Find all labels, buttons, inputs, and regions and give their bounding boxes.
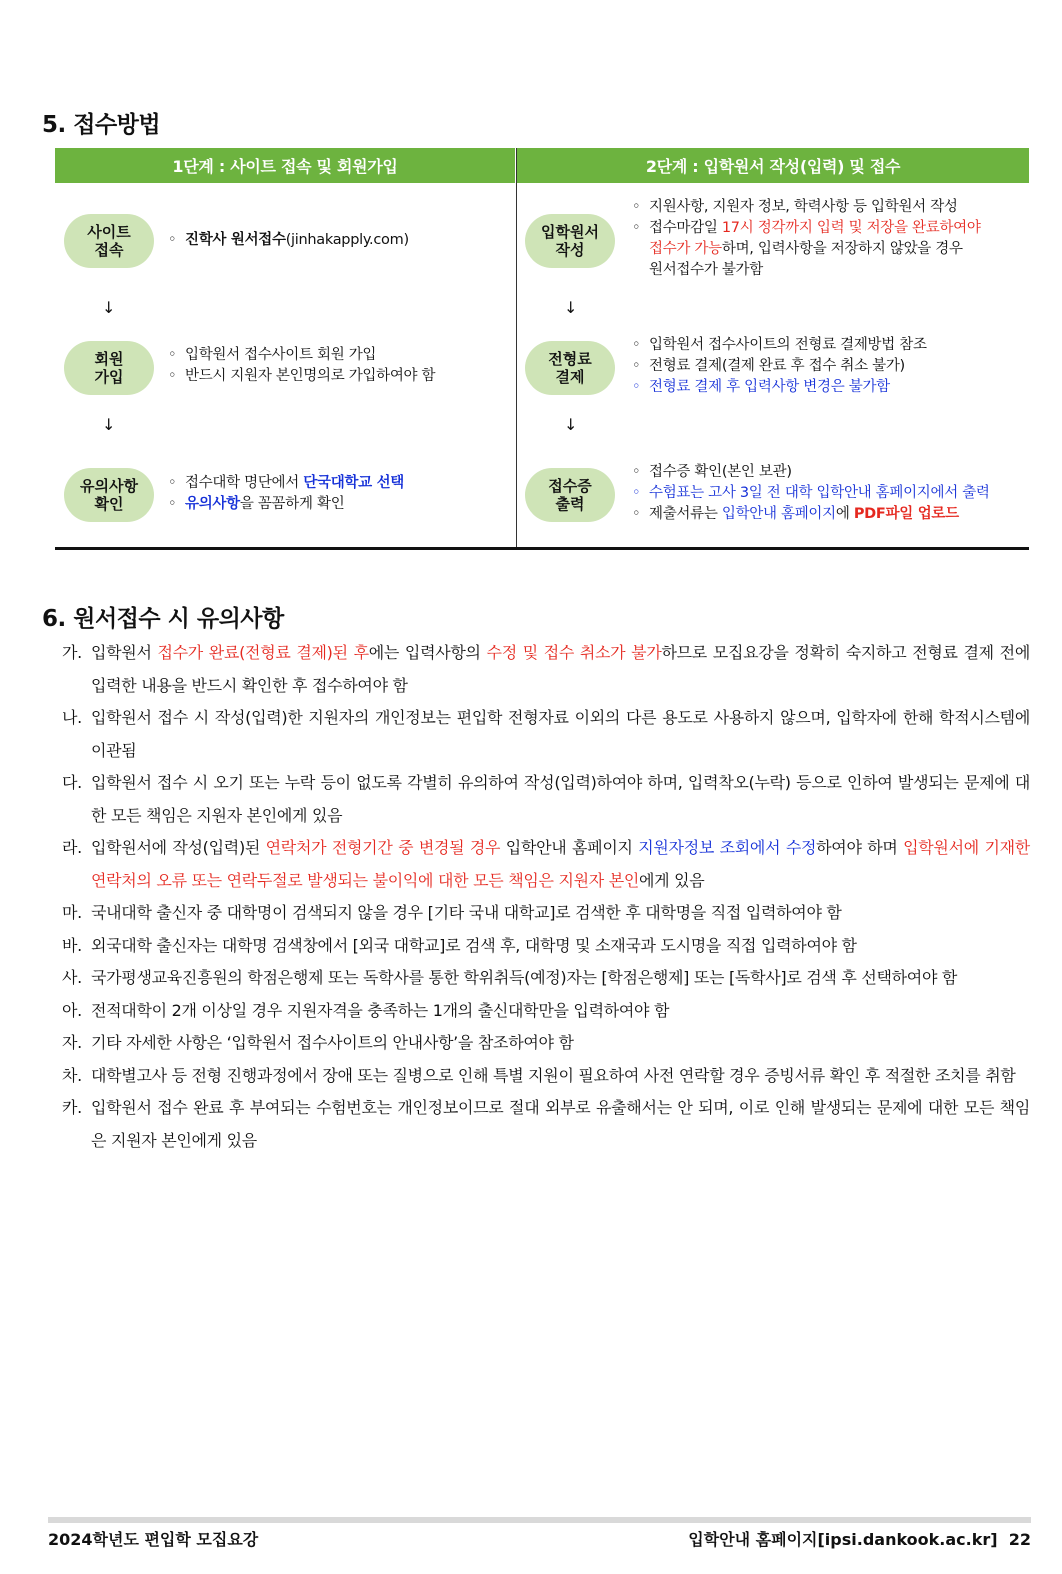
down-arrow-icon: ↓ <box>564 415 578 434</box>
footer-site <box>688 1527 1031 1550</box>
list-item: ◦ 지원사항, 지원자 정보, 학력사항 등 입학원서 작성 <box>632 197 981 218</box>
badge-line: 전형료 <box>548 350 592 368</box>
list-item: 아. 전적대학이 2개 이상일 경우 지원자격을 충족하는 1개의 출신대학만을 입력하여야 함 <box>62 1000 670 1020</box>
badge-line: 가입 <box>94 368 124 386</box>
section-title: 5. 접수방법 <box>42 112 161 138</box>
process-table <box>55 148 1029 550</box>
list-item: ◦ 접수대학 명단에서 단국대학교 선택 <box>168 473 404 494</box>
bullet-list <box>168 473 404 515</box>
badge-line: 출력 <box>555 495 585 513</box>
footer-rule <box>48 1517 1031 1523</box>
badge-line: 회원 <box>94 350 124 368</box>
list-item: ◦ 제출서류는 입학안내 홈페이지에 PDF파일 업로드 <box>632 504 990 525</box>
table-header-step1: 1단계 : 사이트 접속 및 회원가입 <box>55 148 515 183</box>
list-item: ◦ 유의사항을 꼼꼼하게 확인 <box>168 494 404 515</box>
section-title: 6. 원서접수 시 유의사항 <box>42 606 284 632</box>
badge-line: 입학원서 <box>541 223 599 241</box>
list-item: 사. 국가평생교육진흥원의 학점은행제 또는 독학사를 통한 학위취득(예정)자는 [학점은행제] 또는 [독학사]로 검색 후 선택하여야 함 <box>62 968 958 987</box>
table-bottom-rule <box>55 547 1029 550</box>
badge-line: 확인 <box>94 495 124 513</box>
page-number: 22 <box>1008 1530 1031 1549</box>
list-item: ◦ 진학사 원서접수(jinhakapply.com) <box>168 230 409 251</box>
badge-site-access <box>64 214 154 268</box>
badge-receipt-print <box>525 468 615 522</box>
badge-membership <box>64 341 154 395</box>
list-item-continued: 원서접수가 불가함 <box>649 262 763 278</box>
list-item: 마. 국내대학 출신자 중 대학명이 검색되지 않을 경우 [기타 국내 대학교]로 검색한 후 대학명을 직접 입력하여야 함 <box>62 903 842 922</box>
badge-line: 유의사항 <box>80 477 138 495</box>
badge-line: 사이트 <box>87 223 131 241</box>
notice-list <box>62 637 1030 1157</box>
table-header-step2: 2단계 : 입학원서 작성(입력) 및 접수 <box>517 148 1029 183</box>
column-divider <box>516 148 517 548</box>
list-item: 카. 입학원서 접수 완료 후 부여되는 수험번호는 개인정보이므로 절대 외부로 유출해서는 안 되며, 이로 인해 발생되는 문제에 대한 모든 책임은 지원자 본인에게 있음 <box>62 1098 1030 1150</box>
badge-fee-payment <box>525 341 615 395</box>
list-item: 다. 입학원서 접수 시 오기 또는 누락 등이 없도록 각별히 유의하여 작성(입력)하여야 하며, 입력착오(누락) 등으로 인하여 발생되는 문제에 대한 모든 책임은 지원자 본인에게 있음 <box>62 773 1030 825</box>
list-item: 자. 기타 자세한 사항은 ‘입학원서 접수사이트의 안내사항’을 참조하여야 함 <box>62 1033 574 1052</box>
bullet-list <box>632 335 927 398</box>
badge-line: 결제 <box>555 368 585 386</box>
badge-application-write <box>525 214 615 268</box>
list-item: ◦ 접수마감일 17시 정각까지 입력 및 저장을 완료하여야 <box>632 218 981 239</box>
footer-title: 2024학년도 편입학 모집요강 <box>48 1530 259 1549</box>
list-item: 가. 입학원서 접수가 완료(전형료 결제)된 후에는 입력사항의 수정 및 접수 취소가 불가하므로 모집요강을 정확히 숙지하고 전형료 결제 전에 입력한 내용을 반드시 확인한 후 접수하여야 함 <box>62 643 1030 695</box>
footer-homepage: 입학안내 홈페이지[ipsi.dankook.ac.kr] <box>688 1530 998 1549</box>
list-item-continued: 접수가 가능하며, 입력사항을 저장하지 않았을 경우 <box>649 241 963 257</box>
list-item: 차. 대학별고사 등 전형 진행과정에서 장애 또는 질병으로 인해 특별 지원이 필요하여 사전 연락할 경우 증빙서류 확인 후 적절한 조치를 취함 <box>62 1065 1016 1085</box>
list-item: 나. 입학원서 접수 시 작성(입력)한 지원자의 개인정보는 편입학 전형자료 이외의 다른 용도로 사용하지 않으며, 입학자에 한해 학적시스템에 이관됨 <box>62 708 1030 760</box>
list-item: ◦ 입학원서 접수사이트의 전형료 결제방법 참조 <box>632 335 927 356</box>
badge-line: 접수증 <box>548 477 592 495</box>
list-item: ◦ 수험표는 고사 3일 전 대학 입학안내 홈페이지에서 출력 <box>632 483 990 504</box>
down-arrow-icon: ↓ <box>102 298 116 317</box>
list-item: ◦ 전형료 결제(결제 완료 후 접수 취소 불가) <box>632 356 927 377</box>
bullet-list <box>168 345 435 387</box>
down-arrow-icon: ↓ <box>102 415 116 434</box>
list-item: ◦ 전형료 결제 후 입력사항 변경은 불가함 <box>632 377 927 398</box>
bullet-list <box>168 230 409 251</box>
list-item: 라. 입학원서에 작성(입력)된 연락처가 전형기간 중 변경될 경우 입학안내 홈페이지 지원자정보 조회에서 수정하여야 하며 입학원서에 기재한 연락처의 오류 또는 연락두절로 발생되는 불이익에 대한 모든 책임은 지원자 본인에게 있음 <box>62 838 1030 890</box>
bullet-list <box>632 197 981 281</box>
down-arrow-icon: ↓ <box>564 298 578 317</box>
badge-notice-check <box>64 468 154 522</box>
list-item: ◦ 접수증 확인(본인 보관) <box>632 462 990 483</box>
badge-line: 접속 <box>94 241 124 259</box>
list-item: ◦ 반드시 지원자 본인명의로 가입하여야 함 <box>168 366 435 387</box>
list-item: 바. 외국대학 출신자는 대학명 검색창에서 [외국 대학교]로 검색 후, 대학명 및 소재국과 도시명을 직접 입력하여야 함 <box>62 935 857 955</box>
list-item: ◦ 입학원서 접수사이트 회원 가입 <box>168 345 435 366</box>
badge-line: 작성 <box>555 241 585 259</box>
bullet-list <box>632 462 990 525</box>
